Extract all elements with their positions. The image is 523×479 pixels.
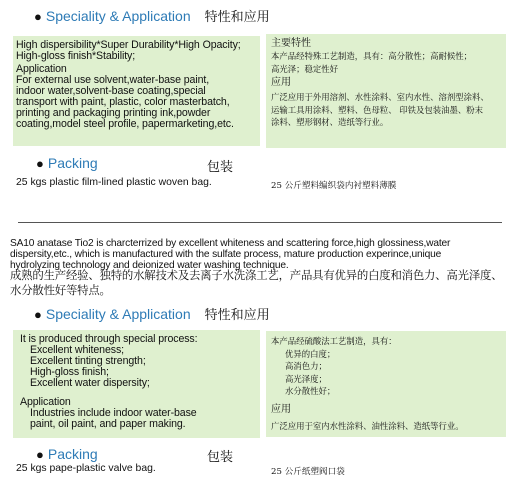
section1-packing-value-en: 25 kgs plastic film-lined plastic woven bag. bbox=[16, 177, 212, 188]
description-cn bbox=[10, 268, 520, 298]
section2-en-app-line: paint, oil paint, and paper making. bbox=[30, 418, 186, 430]
section2-cn-app-line: 广泛应用于室内水性涂料、油性涂料、造纸等行业。 bbox=[271, 420, 464, 431]
section1-cn-title: 主要特性 bbox=[271, 38, 311, 49]
section2-cn-item: 水分散性好； bbox=[285, 386, 336, 396]
section2-cn-item: 高消色力； bbox=[285, 361, 327, 371]
section1-en-app-line: transport with paint, plastic, color masterbatch, bbox=[16, 96, 230, 108]
section2-en-app-line: Industries include indoor water-base bbox=[30, 407, 197, 419]
section-divider bbox=[18, 222, 502, 223]
section1-cn-app-label: 应用 bbox=[271, 77, 291, 88]
section1-en-line: High dispersibility*Super Durability*High Opacity; bbox=[16, 39, 241, 51]
description-en-line: SA10 anatase Tio2 is charcterrized by excellent whiteness and scattering force,high glossiness,water bbox=[10, 238, 451, 249]
section2-cn-box bbox=[266, 331, 506, 437]
section2-cn-app-label: 应用 bbox=[271, 403, 291, 415]
bullet-icon: ● bbox=[34, 307, 42, 322]
bullet-icon: ● bbox=[36, 447, 44, 462]
section1-en-app-line: For external use solvent,water-base paint, bbox=[16, 74, 210, 86]
section1-cn-app-line: 运输工具用涂料、塑料、色母粒、 印铁及包装油墨、粉末 bbox=[271, 104, 484, 115]
section1-en-app-line: printing and packaging printing ink,powder bbox=[16, 107, 211, 119]
section2-packing-value-en: 25 kgs pape-plastic valve bag. bbox=[16, 463, 156, 474]
section2-heading-cn: 特性和应用 bbox=[204, 308, 270, 323]
section1-packing-cn: 包装 bbox=[207, 160, 234, 175]
section1-packing-heading bbox=[36, 155, 98, 171]
description-en bbox=[10, 238, 520, 271]
bullet-icon: ● bbox=[34, 9, 42, 24]
section2-packing-en: Packing bbox=[47, 446, 98, 462]
section1-en-box bbox=[13, 36, 260, 146]
section1-heading-cn: 特性和应用 bbox=[204, 10, 270, 25]
section1-en-app-label: Application bbox=[16, 63, 67, 75]
section2-packing-value-cn: 25 公斤纸塑阀口袋 bbox=[271, 467, 345, 477]
section2-heading-en: Speciality & Application bbox=[45, 306, 191, 322]
section2-en-intro: It is produced through special process: bbox=[20, 333, 198, 345]
section2-en-app-label: Application bbox=[20, 396, 71, 408]
section2-packing-heading bbox=[36, 446, 98, 462]
section1-cn-app-line: 涂料、塑形钢材、造纸等行业。 bbox=[271, 117, 389, 127]
section2-cn-intro: 本产品经硫酸法工艺制造，具有： bbox=[271, 336, 397, 346]
section2-heading bbox=[34, 304, 270, 323]
section2-cn-item: 高光泽度； bbox=[285, 373, 327, 384]
section1-packing-en: Packing bbox=[47, 155, 98, 171]
section2-packing-cn: 包装 bbox=[207, 450, 234, 465]
section1-heading bbox=[34, 6, 270, 25]
section2-en-item: Excellent tinting strength; bbox=[30, 355, 146, 367]
section1-cn-line: 高光泽；稳定性好 bbox=[271, 63, 338, 74]
section1-cn-box bbox=[266, 34, 506, 148]
section2-en-item: High-gloss finish; bbox=[30, 366, 109, 378]
description-cn-line: 水分散性好等特点。 bbox=[10, 283, 111, 297]
section1-en-app-line: coating,model steel profile, papermarketing,etc. bbox=[16, 118, 234, 130]
section1-en-line: High-gloss finish*Stability; bbox=[16, 50, 136, 62]
section2-en-item: Excellent water dispersity; bbox=[30, 377, 150, 389]
description-en-line: dispersity,etc., which is manufactured with the sulfate process, mature production experince,unique bbox=[10, 249, 442, 260]
section1-cn-app-line: 广泛应用于外用溶剂、水性涂料、室内水性、溶剂型涂料、 bbox=[271, 92, 489, 102]
description-cn-line: 成熟的生产经验、独特的水解技术及去离子水洗涤工艺，产品具有优异的白度和消色力、高光泽度、 bbox=[10, 268, 503, 282]
section2-cn-item: 优异的白度； bbox=[285, 348, 336, 359]
section1-packing-value-cn: 25 公斤塑料编织袋内衬塑料薄膜 bbox=[271, 181, 397, 191]
section1-en-app-line: indoor water,solvent-base coating,special bbox=[16, 85, 206, 97]
bullet-icon: ● bbox=[36, 156, 44, 171]
section1-cn-line: 本产品经特殊工艺制造，具有：高分散性；高耐候性； bbox=[271, 51, 472, 61]
description-en-line: hydrolyzing technology and deionized water washing technique. bbox=[10, 260, 289, 271]
section2-en-item: Excellent whiteness; bbox=[30, 344, 124, 356]
section2-en-box bbox=[13, 330, 260, 438]
section1-heading-en: Speciality & Application bbox=[45, 8, 191, 24]
